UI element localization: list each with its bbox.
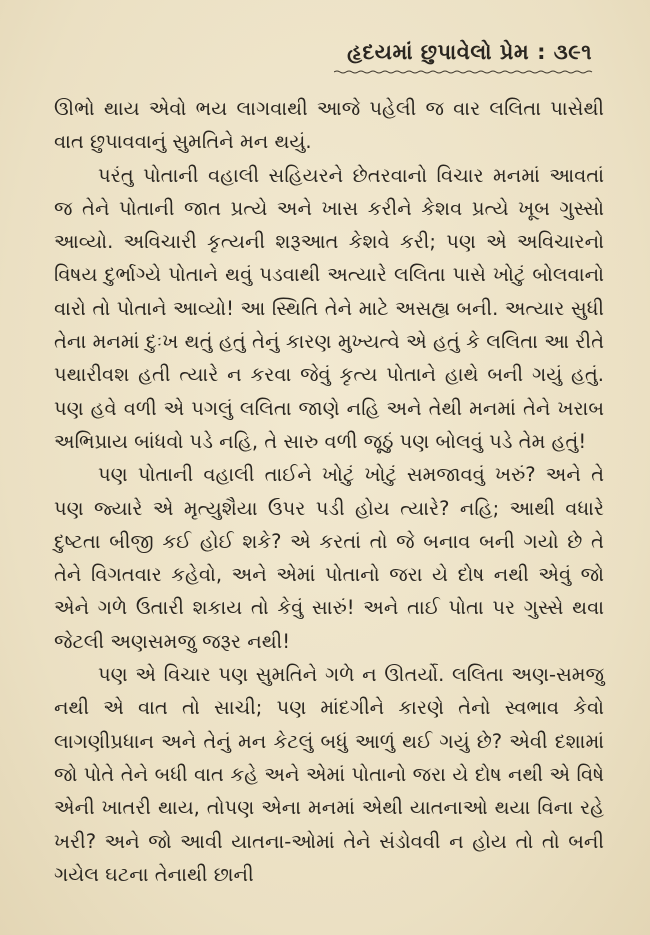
- paragraph-4: પણ એ વિચાર પણ સુમતિને ગળે ન ઊતર્યો. લલિતા અણ-સમજુ નથી એ વાત તો સાચી; પણ માંદગીને કારણે તેનો સ્વભાવ કેવો લાગણીપ્રધાન અને તેનું મન કેટલું બધું આળું થઈ ગયું છે? એવી દશામાં જો પોતે તેને બધી વાત કહે અને એમાં પોતાનો જરા યે દોષ નથી એ વિષે એની ખાતરી થાય, તોપણ એના મનમાં એથી યાતનાઓ થયા વિના રહે ખરી? અને જો આવી યાતના-ઓમાં તેને સંડોવવી ન હોય તો તો બની ગયેલ ઘટના તેનાથી છાની: [54, 663, 604, 886]
- body-text: [54, 92, 604, 891]
- paragraph-2: પરંતુ પોતાની વહાલી સહિયરને છેતરવાનો વિચાર મનમાં આવતાં જ તેને પોતાની જાત પ્રત્યે અને ખાસ કરીને કેશવ પ્રત્યે ખૂબ ગુસ્સો આવ્યો. અવિચારી કૃત્યની શરૂઆત કેશવે કરી; પણ એ અવિચારનો વિષય દુર્ભાગ્યે પોતાને થવું પડવાથી અત્યારે લલિતા પાસે ખોટું બોલવાનો વારો તો પોતાને આવ્યો! આ સ્થિતિ તેને માટે અસહ્ય બની. અત્યાર સુધી તેના મનમાં દુઃખ થતું હતું તેનું કારણ મુખ્યત્વે એ હતું કે લલિતા આ રીતે પથારીવશ હતી ત્યારે ન કરવા જેવું કૃત્ય પોતાને હાથે બની ગયું હતું. પણ હવે વળી એ પગલું લલિતા જાણે નહિ અને તેથી મનમાં તેને ખરાબ અભિપ્રાય બાંધવો પડે નહિ, તે સારુ વળી જૂઠું પણ બોલવું પડે તેમ હતું!: [54, 163, 604, 453]
- running-header: હૃદયમાં છુપાવેલો પ્રેમ : ૩૯૧: [347, 40, 592, 64]
- header-wavy-rule: [334, 70, 594, 74]
- paragraph-1: ઊભો થાય એવો ભય લાગવાથી આજે પહેલી જ વાર લલિતા પાસેથી વાત છુપાવવાનું સુમતિને મન થયું.: [54, 97, 604, 154]
- paragraph-3: પણ પોતાની વહાલી તાઈને ખોટું ખોટું સમજાવવું ખરું? અને તે પણ જ્યારે એ મૃત્યુશૈયા ઉપર પડી હોય ત્યારે? નહિ; આથી વધારે દુષ્ટતા બીજી કઈ હોઈ શકે? એ કરતાં તો જે બનાવ બની ગયો છે તે તેને વિગતવાર કહેવો, અને એમાં પોતાનો જરા યે દોષ નથી એવું જો એને ગળે ઉતારી શકાય તો કેવું સારું! અને તાઈ પોતા પર ગુસ્સે થવા જેટલી અણસમજુ જરૂર નથી!: [54, 463, 604, 653]
